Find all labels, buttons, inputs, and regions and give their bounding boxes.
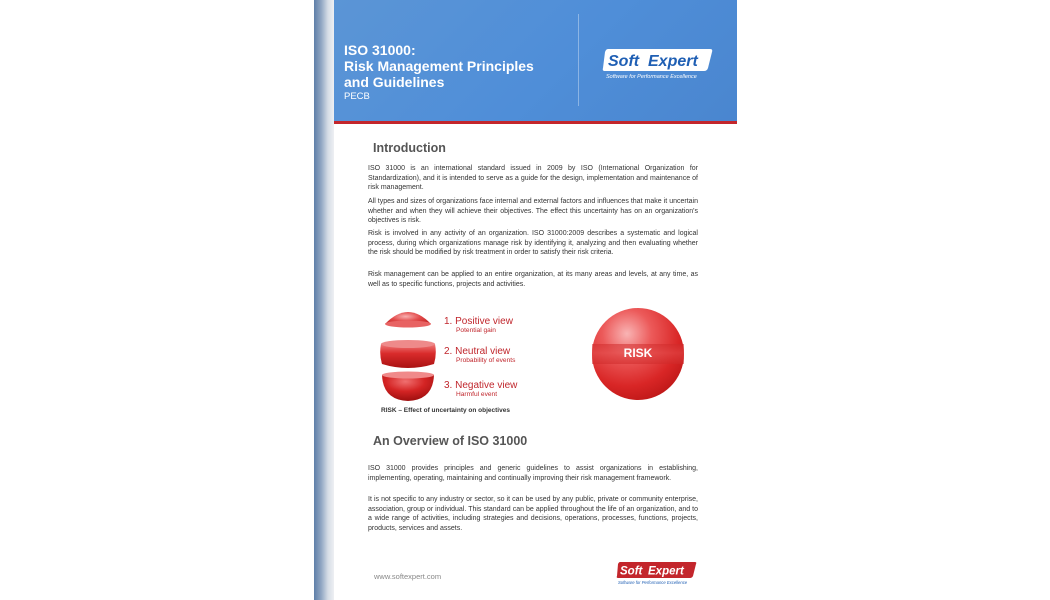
sphere-middle-slice (380, 340, 436, 368)
overview-paragraph-2: It is not specific to any industry or sector, so it can be used by any public, private or community enterprise, association, group or individual. This standard can be applied throughout the life of an organization, and to a wide range of activities, including strategies and decisions, operations, processes, functions, projects, products, services and assets. (368, 496, 698, 532)
risk-view-negative-sub: Harmful event (456, 391, 498, 398)
risk-view-positive-title: 1. Positive view (444, 316, 513, 327)
risk-view-negative-title: 3. Negative view (444, 380, 518, 391)
logo-word-soft: Soft (608, 53, 640, 70)
page-subtitle: PECB (344, 91, 370, 102)
risk-sphere (592, 308, 684, 400)
title-line-3: and Guidelines (344, 74, 445, 90)
page-title (344, 42, 574, 90)
risk-view-negative (444, 380, 517, 399)
header-accent-line (334, 121, 737, 124)
logo-word-expert: Expert (648, 53, 698, 70)
footer-softexpert-logo (616, 561, 698, 586)
footer-website-link[interactable]: www.softexpert.com (374, 572, 442, 581)
risk-figure-caption: RISK – Effect of uncertainty on objectives (381, 407, 510, 414)
risk-view-positive-sub: Potential gain (456, 327, 496, 334)
sphere-bottom-cap (382, 372, 434, 402)
intro-paragraph-1: ISO 31000 is an international standard issued in 2009 by ISO (International Organization for Standardization), and it is intended to serve as a guide for the design, implementation and maintenance of risk management. (368, 165, 698, 192)
document-page (334, 0, 737, 600)
risk-view-neutral (444, 346, 515, 365)
softexpert-logo (602, 47, 714, 81)
intro-paragraph-2: All types and sizes of organizations face internal and external factors and influences that make it uncertain whether and when they will achieve their objectives. The effect this uncertainty has on an organization's objectives is risk. (368, 198, 698, 225)
risk-view-neutral-title: 2. Neutral view (444, 346, 511, 357)
intro-paragraph-4: Risk management can be applied to an entire organization, at its many areas and levels, at any time, as well as to specific functions, projects and activities. (368, 271, 698, 288)
footer-logo-word-soft: Soft (620, 565, 643, 578)
overview-heading: An Overview of ISO 31000 (373, 434, 528, 448)
risk-view-positive (444, 316, 513, 335)
logo-tagline: Software for Performance Excellence (606, 74, 697, 80)
risk-sphere-label: RISK (623, 346, 653, 360)
sphere-top-cap (385, 312, 431, 328)
intro-paragraph-3: Risk is involved in any activity of an organization. ISO 31000:2009 describes a systematic and logical process, during which organizations manage risk by identifying it, analyzing and then evaluating whether the risk should be modified by risk treatment in order to satisfy their risk criteria. (368, 230, 698, 257)
footer-logo-tagline: Software for Performance Excellence (618, 580, 688, 585)
header-divider (578, 14, 579, 106)
split-risk-sphere-figure (378, 306, 438, 406)
footer-logo-word-expert: Expert (648, 565, 684, 578)
overview-paragraph-1: ISO 31000 provides principles and generic guidelines to assist organizations in establishing, implementing, operating, maintaining and continually improving their risk management framework. (368, 465, 698, 482)
introduction-heading: Introduction (373, 141, 446, 155)
page-header (334, 0, 737, 121)
document-spine (314, 0, 334, 600)
title-line-1: ISO 31000: (344, 42, 416, 58)
risk-view-neutral-sub: Probability of events (456, 357, 516, 364)
title-line-2: Risk Management Principles (344, 58, 534, 74)
